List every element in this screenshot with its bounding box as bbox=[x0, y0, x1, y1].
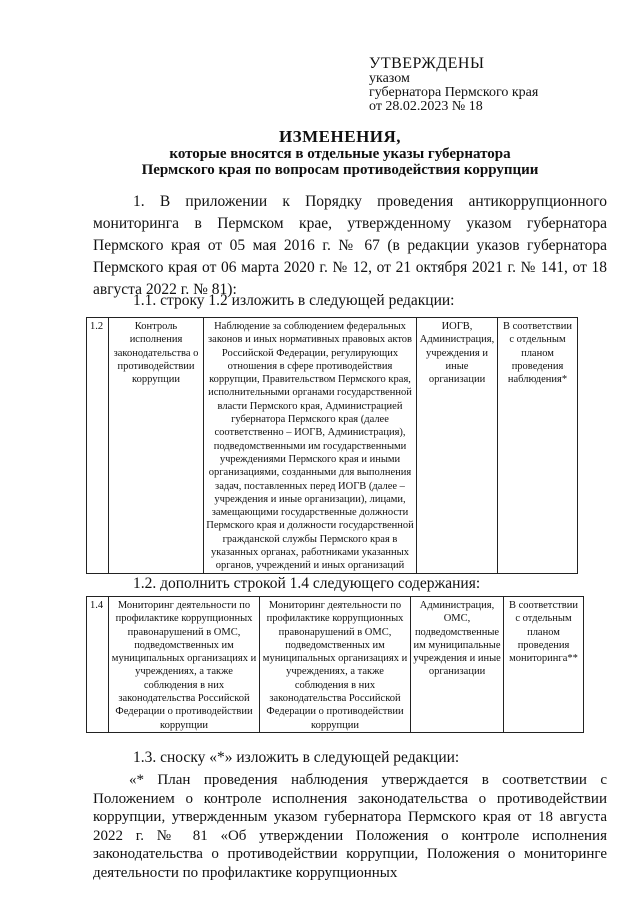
paragraph-1: 1. В приложении к Порядку проведения антикоррупционного мониторинга в Пермском крае, утвержденному указом губернатора Пермского края от 05 мая 2016 г. № 67 (в редакции указов губернатора Пермского края от 06 марта 2020 г. № 12, от 21 октября 2021 г. № 141, от 18 августа 2022 г. № 81): bbox=[93, 193, 607, 298]
approval-line: указом bbox=[369, 71, 410, 86]
cell-content: Мониторинг деятельности по профилактике коррупционных правонарушений в ОМС, подведомственных им муниципальных организациях и учреждениях, а также соблюдения в них законодательства Российской Федерации о противодействии коррупции bbox=[260, 597, 411, 733]
cell-schedule: В соответствии с отдельным планом проведения мониторинга** bbox=[504, 597, 584, 733]
footnote-text: «* План проведения наблюдения утверждается в соответствии с Положением о контроле исполнения законодательства о противодействии коррупции, утвержденным указом губернатора Пермского края от 18 августа 2022 г. № 81 «Об утверждении Положения о контроле исполнения законодательства о противодействии коррупции, Положения о мониторинге деятельности по профилактике коррупционных bbox=[93, 772, 607, 881]
cell-subjects: ИОГВ, Администрация, учреждения и иные организации bbox=[417, 318, 498, 574]
document-subtitle bbox=[60, 146, 620, 178]
table-row-1-2 bbox=[86, 317, 578, 574]
row-number: 1.4 bbox=[87, 597, 109, 733]
table-row-1-4 bbox=[86, 596, 584, 733]
approval-stamp bbox=[369, 57, 609, 114]
approval-line: губернатора Пермского края bbox=[369, 85, 539, 100]
approval-heading: УТВЕРЖДЕНЫ bbox=[369, 55, 485, 72]
cell-content: Наблюдение за соблюдением федеральных законов и иных нормативных правовых актов Российской Федерации, регулирующих отношения в сфере противодействия коррупции, Правительством Пермского края, исполнительными органами государственной власти Пермского края, Администрацией губернатора Пермского края (далее соответственно – ИОГВ, Администрация), подведомственными им государственными учреждениями Пермского края и иными организациями, созданными для выполнения задач, поставленных перед ИОГВ (далее – учреждения и иные организации), лицами, замещающими государственные должности Пермского края и должности государственной гражданской службы Пермского края в указанных органах, работниками указанных органов, учреждений и иных организаций bbox=[204, 318, 417, 574]
subtitle-line: которые вносятся в отдельные указы губернатора bbox=[169, 146, 511, 162]
cell-subjects: Администрация, ОМС, подведомственные им муниципальные учреждения и иные организации bbox=[411, 597, 504, 733]
item-1-3: 1.3. сноску «*» изложить в следующей редакции: bbox=[133, 749, 460, 766]
table-row bbox=[87, 597, 584, 733]
item-1-2: 1.2. дополнить строкой 1.4 следующего содержания: bbox=[133, 575, 481, 592]
item-1-1: 1.1. строку 1.2 изложить в следующей редакции: bbox=[133, 292, 455, 309]
row-number: 1.2 bbox=[87, 318, 109, 574]
approval-line: от 28.02.2023 № 18 bbox=[369, 99, 483, 114]
subtitle-line: Пермского края по вопросам противодействия коррупции bbox=[141, 162, 539, 178]
table-row bbox=[87, 318, 578, 574]
document-title: ИЗМЕНЕНИЯ, bbox=[278, 127, 402, 146]
cell-schedule: В соответствии с отдельным планом проведения наблюдения* bbox=[498, 318, 578, 574]
cell-direction: Мониторинг деятельности по профилактике коррупционных правонарушений в ОМС, подведомственных им муниципальных организациях и учреждениях, а также соблюдения в них законодательства Российской Федерации о противодействии коррупции bbox=[109, 597, 260, 733]
cell-direction: Контроль исполнения законодательства о противодействии коррупции bbox=[109, 318, 204, 574]
